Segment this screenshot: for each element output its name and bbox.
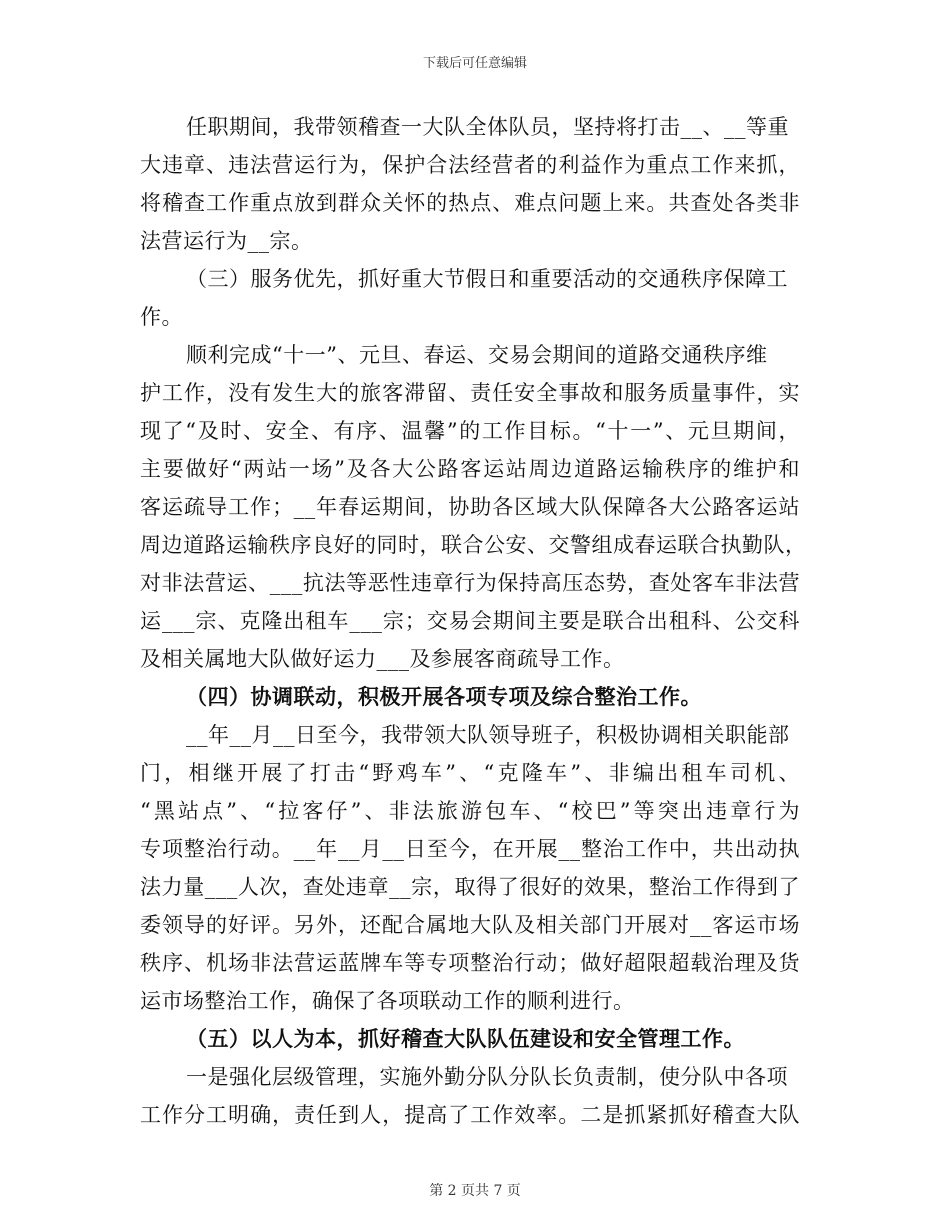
paragraph-line: __年__月__日至今，我带领大队领导班子，积极协调相关职能部 bbox=[186, 723, 790, 747]
paragraph-line: 一是强化层级管理，实施外勤分队分队长负责制，使分队中各项 bbox=[186, 1065, 788, 1089]
paragraph-line: 任职期间，我带领稽查一大队全体队员，坚持将打击__、__等重 bbox=[186, 115, 789, 139]
paragraph-line: 秩序、机场非法营运蓝牌车等专项整治行动；做好超限超载治理及货 bbox=[140, 951, 800, 975]
paragraph-line: 大违章、违法营运行为，保护合法经营者的利益作为重点工作来抓， bbox=[140, 153, 800, 177]
paragraph-line: 工作分工明确，责任到人，提高了工作效率。二是抓紧抓好稽查大队 bbox=[140, 1103, 800, 1127]
paragraph-line: “黑站点”、“拉客仔”、非法旅游包车、“校巴”等突出违章行为 bbox=[140, 799, 800, 823]
paragraph-line: 现了“及时、安全、有序、温馨”的工作目标。“十一”、元旦期间， bbox=[140, 419, 800, 443]
paragraph-line: 法营运行为__宗。 bbox=[140, 229, 313, 253]
paragraph-line: 门，相继开展了打击“野鸡车”、“克隆车”、非编出租车司机、 bbox=[140, 761, 800, 785]
section-heading: 作。 bbox=[140, 305, 183, 329]
paragraph-line: 委领导的好评。另外，还配合属地大队及相关部门开展对__客运市场 bbox=[140, 913, 800, 937]
paragraph-line: 护工作，没有发生大的旅客滞留、责任安全事故和服务质量事件，实 bbox=[140, 381, 800, 405]
section-heading: （五）以人为本，抓好稽查大队队伍建设和安全管理工作。 bbox=[186, 1026, 745, 1051]
page-footer: 第 2 页共 7 页 bbox=[429, 1183, 521, 1199]
page-header: 下载后可任意编辑 bbox=[422, 56, 527, 71]
paragraph-line: 周边道路运输秩序良好的同时，联合公安、交警组成春运联合执勤队， bbox=[140, 533, 807, 557]
paragraph-line: 及相关属地大队做好运力___及参展客商疏导工作。 bbox=[140, 647, 625, 671]
paragraph-line: 将稽查工作重点放到群众关怀的热点、难点问题上来。共查处各类非 bbox=[140, 191, 800, 215]
section-heading: （三）服务优先，抓好重大节假日和重要活动的交通秩序保障工 bbox=[186, 267, 788, 291]
paragraph-line: 运市场整治工作，确保了各项联动工作的顺利进行。 bbox=[140, 989, 635, 1013]
paragraph-line: 对非法营运、___抗法等恶性违章行为保持高压态势，查处客车非法营 bbox=[140, 571, 800, 595]
paragraph-line: 专项整治行动。__年__月__日至今，在开展__整治工作中，共出动执 bbox=[140, 837, 800, 861]
paragraph-line: 主要做好“两站一场”及各大公路客运站周边道路运输秩序的维护和 bbox=[140, 457, 800, 481]
paragraph-line: 客运疏导工作；__年春运期间，协助各区域大队保障各大公路客运站 bbox=[140, 495, 800, 519]
paragraph-line: 运___宗、克隆出租车___宗；交易会期间主要是联合出租科、公交科 bbox=[140, 609, 800, 633]
section-heading: （四）协调联动，积极开展各项专项及综合整治工作。 bbox=[186, 684, 702, 709]
paragraph-line: 法力量___人次，查处违章__宗，取得了很好的效果，整治工作得到了 bbox=[140, 875, 800, 899]
paragraph-line: 顺利完成“十一”、元旦、春运、交易会期间的道路交通秩序维 bbox=[186, 343, 768, 367]
